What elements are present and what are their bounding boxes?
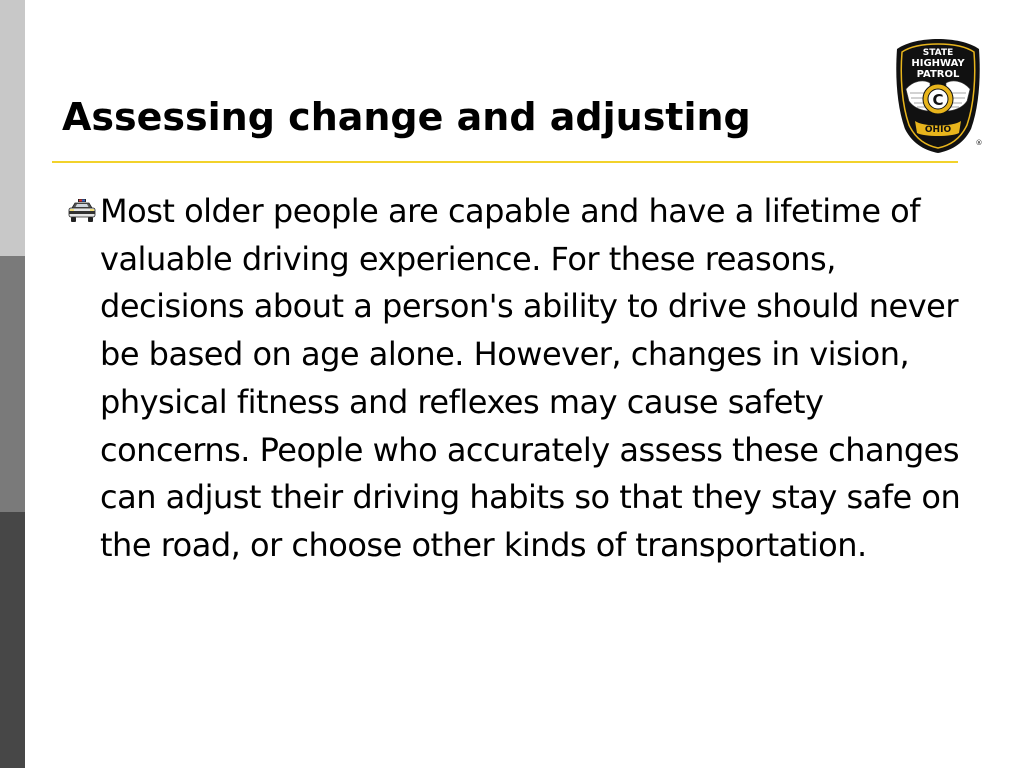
side-bar-dark-segment <box>0 512 25 768</box>
side-color-bar <box>0 0 25 768</box>
ohio-state-highway-patrol-badge-icon <box>893 37 983 155</box>
badge-line-state: STATE <box>922 48 954 58</box>
badge-line-patrol: PATROL <box>916 69 960 80</box>
svg-text:C: C <box>932 91 944 109</box>
side-bar-light-segment <box>0 0 25 256</box>
bullet-item <box>66 188 966 570</box>
title-divider <box>52 161 958 163</box>
police-car-icon <box>66 198 98 226</box>
slide-title: Assessing change and adjusting <box>62 95 751 139</box>
badge-line-highway: HIGHWAY <box>911 58 965 69</box>
side-bar-mid-segment <box>0 256 25 512</box>
badge-line-ohio: OHIO <box>924 125 952 135</box>
bullet-text: Most older people are capable and have a lifetime of valuable driving experience. For these reasons, decisions about a person's ability to drive should never be based on age alone. However, changes in vision, physical fitness and reflexes may cause safety concerns. People who accurately assess these changes can adjust their driving habits so that they stay safe on the road, or choose other kinds of transportation. <box>100 192 961 564</box>
badge-registered-mark: ® <box>975 139 983 147</box>
